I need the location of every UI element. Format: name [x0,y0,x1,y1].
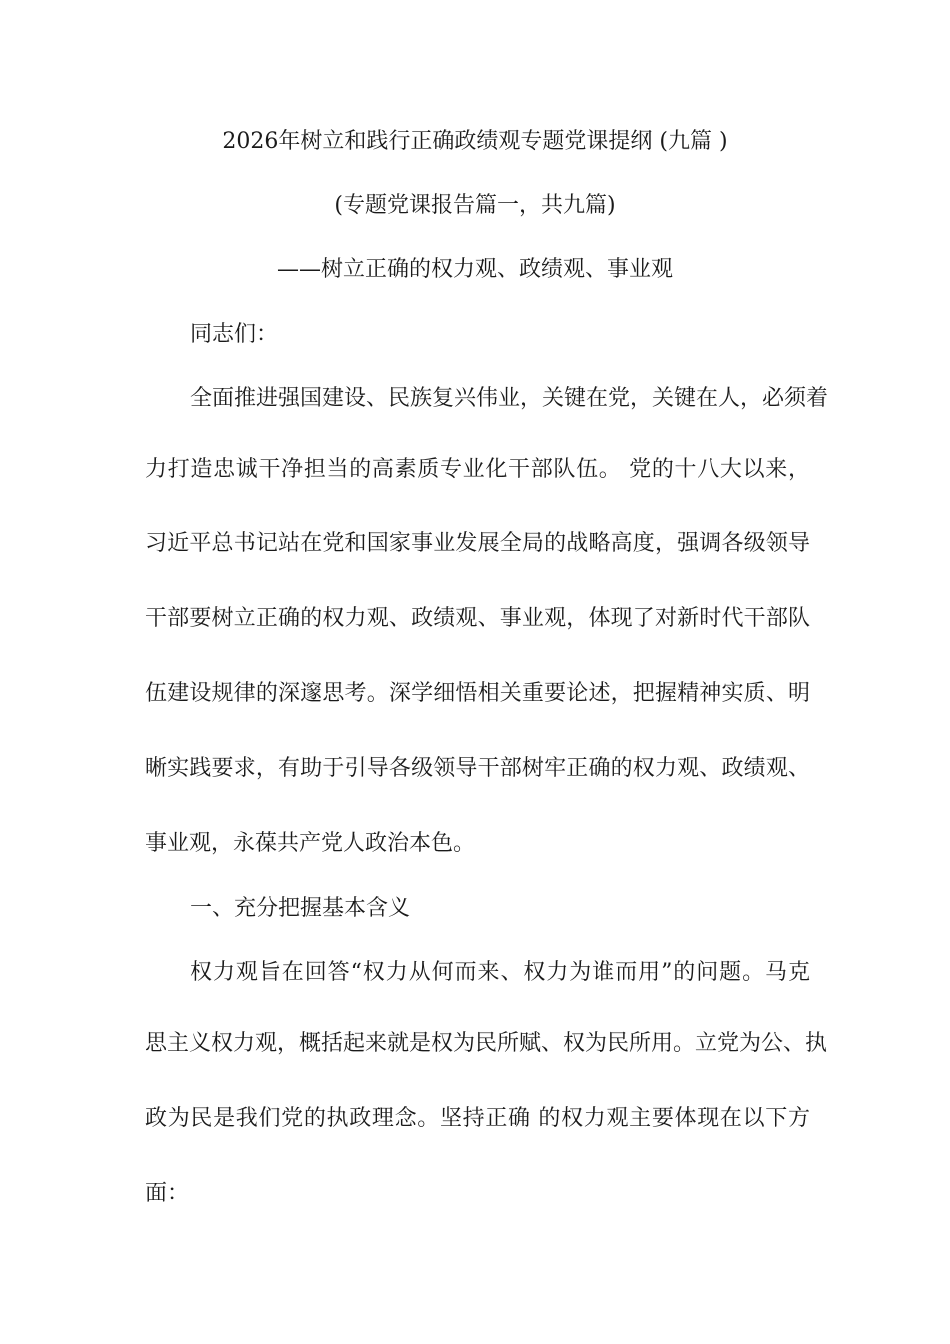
salutation: 同志们： [190,322,279,347]
paragraph2-line: 面： [145,1181,190,1206]
paragraph1-line: 事业观，永葆共产党人政治本色。 [145,831,476,856]
paragraph1-line: 伍建设规律的深邃思考。深学细悟相关重要论述，把握精神实质、明 [145,681,810,706]
document-subtitle: (专题党课报告篇一，共九篇) [334,193,616,218]
paragraph1-line: 习近平总书记站在党和国家事业发展全局的战略高度，强调各级领导 [145,531,810,556]
paragraph1-line: 干部要树立正确的权力观、政绩观、事业观，体现了对新时代干部队 [145,606,810,631]
section-heading: 一、充分把握基本含义 [190,896,411,921]
document-theme: ——树立正确的权力观、政绩观、事业观 [276,257,673,282]
paragraph2-line: 思主义权力观，概括起来就是权为民所赋、权为民所用。立党为公、执 [145,1031,828,1056]
paragraph2-line: 权力观旨在回答“权力从何而来、权力为谁而用”的问题。马克 [190,960,810,985]
paragraph2-line: 政为民是我们党的执政理念。坚持正确 的权力观主要体现在以下方 [145,1106,810,1131]
paragraph1-line: 晰实践要求，有助于引导各级领导干部树牢正确的权力观、政绩观、 [145,756,810,781]
document-title: 2026年树立和践行正确政绩观专题党课提纲 (九篇 ) [222,129,728,154]
paragraph1-line: 力打造忠诚干净担当的高素质专业化干部队伍。 党的十八大以来， [145,457,810,482]
paragraph1-line: 全面推进强国建设、民族复兴伟业，关键在党，关键在人，必须着 [190,386,829,411]
